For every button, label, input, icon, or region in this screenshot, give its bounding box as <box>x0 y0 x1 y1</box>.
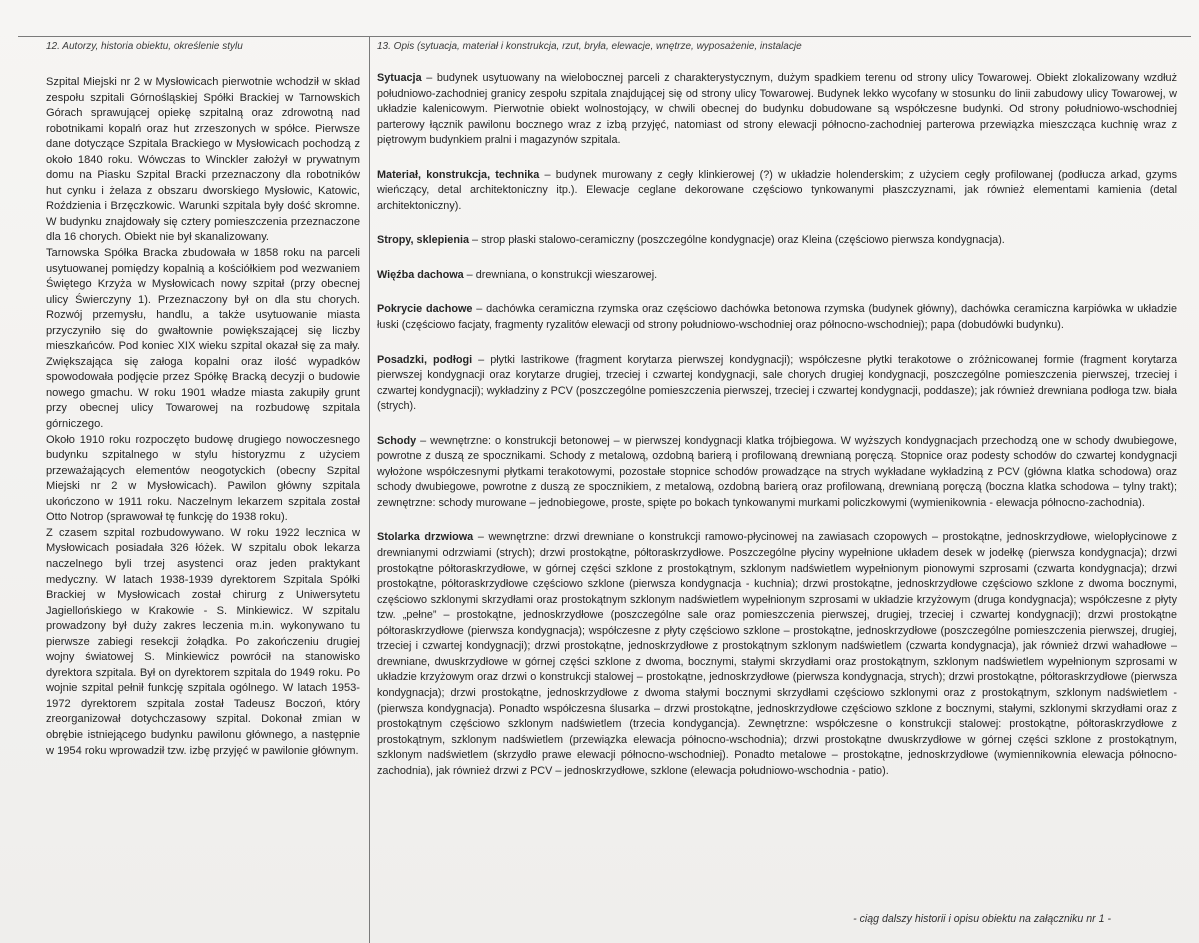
continuation-note: - ciąg dalszy historii i opisu obiektu na załączniku nr 1 - <box>853 913 1111 925</box>
section-material <box>377 168 1177 215</box>
history-text <box>46 75 360 759</box>
description-header: 13. Opis (sytuacja, materiał i konstrukcja, rzut, bryła, elewacje, wnętrze, wyposażenie, instalacje <box>377 41 802 52</box>
history-header: 12. Autorzy, historia obiektu, określenie stylu <box>46 41 243 52</box>
section-text: – budynek usytuowany na wielobocznej parceli z charakterystycznym, dużym spadkiem terenu od strony ulicy Towarowej. Obiekt zlokalizowany wzdłuż południowo-zachodniej granicy zespołu szpitala znajdującej się od strony ulicy Towarowej. Budynek lekko wycofany w stosunku do linii zabudowy ulicy Towarowej, w układzie kalenicowym. Pierwotnie obiekt wolnostojący, w chwili obecnej do budynku dobudowane są współczesne budynki. Od strony południowo-wschodniej parterowy łącznik pawilonu bocznego wraz z izbą przyjęć, natomiast od strony elewacji północno-zachodniej parterowa przewiązka mieszcząca kuchnię wraz z piętrowym budynkiem pralni i magazynów szpitala. <box>377 72 1177 147</box>
history-paragraph: Około 1910 roku rozpoczęto budowę drugiego nowoczesnego budynku szpitalnego w stylu historyzmu z użyciem przeważających elementów neogotyckich (obecny Szpital Miejski nr 2 w Mysłowicach). Pawilon główny szpitala ukończono w 1911 roku. Naczelnym lekarzem szpitala został Otto Notrop (sprawował tę funkcję do 1938 roku). <box>46 433 360 524</box>
section-lead: Pokrycie dachowe <box>377 303 473 316</box>
description-text <box>377 71 1177 779</box>
history-paragraph: Tarnowska Spółka Bracka zbudowała w 1858 roku na parceli usytuowanej pomiędzy kopalnią a kościółkiem pod wezwaniem Świętego Krzyża w Mysłowicach nowy szpitał (przy obecnej ulicy Świerczyny 1). Przeznaczony był on dla stu chorych. Rozwój przemysłu, handlu, a także usytuowanie miasta przyczyniło się do gwałtownie powiększającej się liczby mieszkańców. Pod koniec XIX wieku szpital okazał się za mały. Zwiększająca się załoga kopalni oraz ilość wypadków spowodowała podjęcie przez Spółkę Bracką decyzji o budowie nowego gmachu. W roku 1901 władze miasta zakupiły grunt przy obecnej ulicy Towarowej na rozbudowę szpitala górniczego. <box>46 247 360 431</box>
section-doors <box>377 530 1177 779</box>
history-paragraph: Z czasem szpital rozbudowywano. W roku 1922 lecznica w Mysłowicach posiadała 326 łóżek. W szpitalu obok lekarza naczelnego byli trzej asystenci oraz jeden praktykant medyczny. W latach 1938-1939 dyrektorem Szpitala Spółki Brackiej w Mysłowicach został chirurg z Uniwersytetu Jagiellońskiego w Krakowie - S. Minkiewicz. W szpitalu prowadzony był duży zakres leczenia m.in. wykonywano tu pierwsze zabiegi resekcji żołądka. Po zakończeniu drugiej wojny światowej S. Minkiewicz powrócił na stanowisko dyrektora szpitala. Był on dyrektorem szpitala do 1949 roku. Po wojnie szpital pełnił funkcję szpitala ogólnego. W latach 1953-1972 dyrektorem szpitala został Tadeusz Boczoń, który zreorganizował dotychczasowy szpital. Dokonał zmian w obrębie istniejącego budynku pawilonu głównego, a następnie w 1954 roku wprowadził tzw. izbę przyjęć w pawilonie głównym. <box>46 526 360 757</box>
section-text: – wewnętrzne: drzwi drewniane o konstrukcji ramowo-płycinowej na zawiasach czopowych – prostokątne, jednoskrzydłowe, wielopłycinowe z drewnianymi odrzwiami (strych); drzwi prostokątne, półtoraskrzydłowe. Poszczególne płyciny wypełnione układem desek w jodełkę (pierwsza kondygnacja); drzwi prostokątne półtoraskrzydłowe, w górnej części szklone z prostokątnym, szklonym nadświetlem wypełnionym pionowymi szprosami (czwarta kondygnacja); drzwi prostokątne, półtoraskrzydłowe częściowo szklone (pierwsza kondygnacja - kuchnia); drzwi prostokątne, jednoskrzydłowe częściowo szklone z dwoma bocznymi, częściowo szklonymi skrzydłami oraz prostokątnym szklonym nadświetlem wypełnionym szprosami w układzie krzyżowym (druga kondygnacja); współczesne z płyty tzw. „pełne” – prostokątne, jednoskrzydłowe (poszczególne sale oraz pomieszczenia pierwszej, drugiej, trzeciej i czwartej kondygnacji); drzwi prostokątne półtoraskrzydłowe (pierwsza kondygnacja); współczesne z płyty częściowo szklone – prostokątne, jednoskrzydłowe (poszczególne pomieszczenia pierwszej, drugiej, trzeciej i czwartej kondygnacji); drzwi prostokątne, jednoskrzydłowe z prostokątnym szklonym nadświetlem (czwarta kondygnacja), jak również drzwi wahadłowe – drewniane, dwuskrzydłowe w górnej części szklone z dwoma, bocznymi, stałymi skrzydłami oraz prostokątnym, szklonym nadświetlem wypełnionym szprosami w układzie krzyżowym oraz drzwi o konstrukcji stalowej – prostokątne, jednoskrzydłowe (pierwsza kondygnacja, strych); drzwi prostokątne, półtoraskrzydłowe (pierwsza kondygnacja); drzwi prostokątne, jednoskrzydłowe z dwoma stałymi bocznymi skrzydłami częściowo szklonymi oraz z prostokątnym, szklonym nadświetlem - (pierwsza kondygnacja). Ponadto współczesna ślusarka – drzwi prostokątne, jednoskrzydłowe częściowo szklone z bocznymi, stałymi, szklonymi skrzydłami oraz z prostokątnym częściowo szklonym nadświetlem (trzecia kondygancja). Zewnętrzne: współczesne o konstrukcji stalowej: prostokątne, półtoraskrzydłowe z prostokątnym, szklonym nadświetlem (przewiązka elewacja północno-wschodnia); drzwi prostokątne dwuskrzydłowe w górnej części szklone z prostokątnym, szklonym nadświetlem (skrzydło prawe elewacji północno-wschodniej). Ponadto metalowe – prostokątne, jednoskrzydłowe (wymiennikownia elewacja północno-zachodnia), jak również drzwi z PCV – jednoskrzydłowe, szklone (elewacja południowo-wschodnia - patio). <box>377 531 1178 777</box>
section-text: – budynek murowany z cegły klinkierowej (?) w układzie holenderskim; z użyciem cegły profilowanej (podłucza arkad, gzyms wieńczący, detal architektoniczny itp.). Elewacje ceglane dekorowane częściowo tynkowanymi płaszczyznami, jak również elementami kamienia (detal architektoniczny). <box>377 168 1178 212</box>
section-text: – strop płaski stalowo-ceramiczny (poszczególne kondygnacje) oraz Kleina (częściowo pierwsza kondygnacja). <box>469 234 1005 247</box>
section-text: – drewniana, o konstrukcji wieszarowej. <box>463 268 658 281</box>
section-stairs <box>377 434 1177 512</box>
history-paragraph: Szpital Miejski nr 2 w Mysłowicach pierwotnie wchodził w skład zespołu szpitali Górnośląskiej Spółki Brackiej w Tarnowskich Górach sprawującej opiekę szpitalną oraz zdrowotną nad robotnikami kopalń oraz hut zrzeszonych w spółce. Pierwsze dane dotyczące Szpitala Brackiego w Mysłowicach pochodzą z około 1840 roku. Wówczas to Winckler założył w prywatnym domu na Piasku Szpital Bracki przeznaczony dla robotników hut cynku i żelaza z obszaru dworskiego Mysłowic, Katowic, Roździenia i Brzęczkowic. Warunki szpitala były dość skromne. W budynku znajdowały się cztery pomieszczenia przeznaczone dla 16 chorych. Obiekt nie był skanalizowany. <box>46 76 360 244</box>
section-floors <box>377 353 1177 415</box>
section-roofing <box>377 302 1177 333</box>
section-lead: Materiał, konstrukcja, technika <box>377 168 540 181</box>
section-text: – wewnętrzne: o konstrukcji betonowej – w pierwszej kondygnacji klatka trójbiegowa. W wyższych kondygnacjach przechodzą one w schody dwubiegowe, powrotne z duszą ze spocznikami. Schody z metalową, ozdobną barierą i profilowaną drewnianą poręczą. Stopnice oraz podesty schodów do czwartej kondygnacji wyłożone współczesnymi płytkami terakotowymi, pozostałe stopnice schodów prowadzące na strych wykładane wykładziną z PCV (główna klatka schodowa) oraz schody dwubiegowe, powrotne z duszą ze spocznikiem, z metalową, ozdobną barierą oraz profilowaną, drewnianą poręczą (boczna klatka schodowa – tylny trakt); zewnętrzne: schody murowane – jednobiegowe, proste, spięte po bokach tynkowanymi murkami policzkowymi (wymienikownia - elewacja północno-zachodnia). <box>377 434 1177 509</box>
section-text: – płytki lastrikowe (fragment korytarza pierwszej kondygnacji); współczesne płytki terakotowe o zróżnicowanej formie (fragment korytarza pierwszej kondygnacji oraz korytarze drugiej, trzeciej i czwartej kondygnacji, sale chorych drugiej kondygnacji, poszczególne pomieszczenia pierwszej, trzeciej i czwartej kondygnacji); wykładziny z PCV (poszczególne pomieszczenia pierwszej, trzeciej i czwartej kondygnacji, poddasze); jak również drewniana podłoga tzw. biała (strych). <box>377 353 1177 413</box>
section-text: – dachówka ceramiczna rzymska oraz częściowo dachówka betonowa rzymska (budynek główny), dachówka ceramiczna karpiówka w układzie łuski (częściowo facjaty, fragmenty ryzalitów elewacji od strony południowo-wschodniej oraz północno-wschodniej); papa (dobudówki budynku). <box>377 303 1177 332</box>
section-lead: Schody <box>377 434 417 447</box>
section-lead: Posadzki, podłogi <box>377 353 473 366</box>
header-rule <box>18 36 1191 37</box>
section-roof-truss <box>377 268 1177 284</box>
history-column <box>46 40 360 759</box>
section-ceilings <box>377 233 1177 249</box>
section-lead: Stropy, sklepienia <box>377 234 470 247</box>
section-situation <box>377 71 1177 149</box>
description-column <box>377 40 1177 798</box>
section-lead: Sytuacja <box>377 72 422 84</box>
section-lead: Więźba dachowa <box>377 268 464 281</box>
column-divider <box>369 36 370 943</box>
section-lead: Stolarka drzwiowa <box>377 531 474 544</box>
